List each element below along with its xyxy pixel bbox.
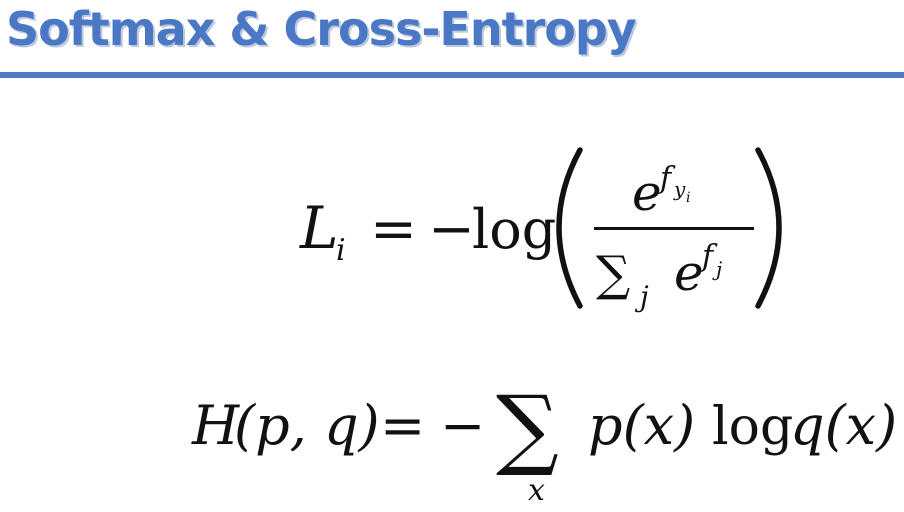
entropy-log: log xyxy=(712,397,794,457)
left-paren xyxy=(559,150,580,306)
entropy-sum-index: x xyxy=(528,473,545,508)
slide-title: Softmax & Cross-Entropy xyxy=(6,2,636,56)
denominator-exponent: f xyxy=(702,239,714,274)
entropy-q-term: q(x) xyxy=(790,394,898,457)
entropy-symbol: H xyxy=(192,394,240,457)
entropy-sum: ∑ xyxy=(496,376,559,479)
entropy-p-term: p(x) xyxy=(588,394,696,457)
entropy-args: (p, q) xyxy=(234,394,380,457)
denominator-sum: ∑ xyxy=(596,246,631,302)
loss-symbol: L xyxy=(300,194,339,262)
entropy-equals: = xyxy=(380,394,426,457)
right-paren xyxy=(758,150,779,306)
softmax-loss-equation xyxy=(299,150,779,313)
loss-equals: = xyxy=(370,197,417,262)
loss-subscript: i xyxy=(336,233,346,268)
entropy-minus: − xyxy=(440,394,486,457)
loss-minus: − xyxy=(428,197,475,262)
denominator-sum-index: j xyxy=(640,280,649,313)
loss-log: log xyxy=(472,198,557,261)
fraction-bar xyxy=(594,227,754,230)
denominator-base: e xyxy=(674,244,704,302)
numerator-exponent: f xyxy=(660,161,672,196)
numerator-base: e xyxy=(632,164,662,222)
denominator-exponent-sub: j xyxy=(716,257,723,281)
cross-entropy-equation xyxy=(191,376,897,508)
numerator-exponent-subsub: i xyxy=(686,190,691,206)
numerator-exponent-sub: y xyxy=(674,177,686,201)
